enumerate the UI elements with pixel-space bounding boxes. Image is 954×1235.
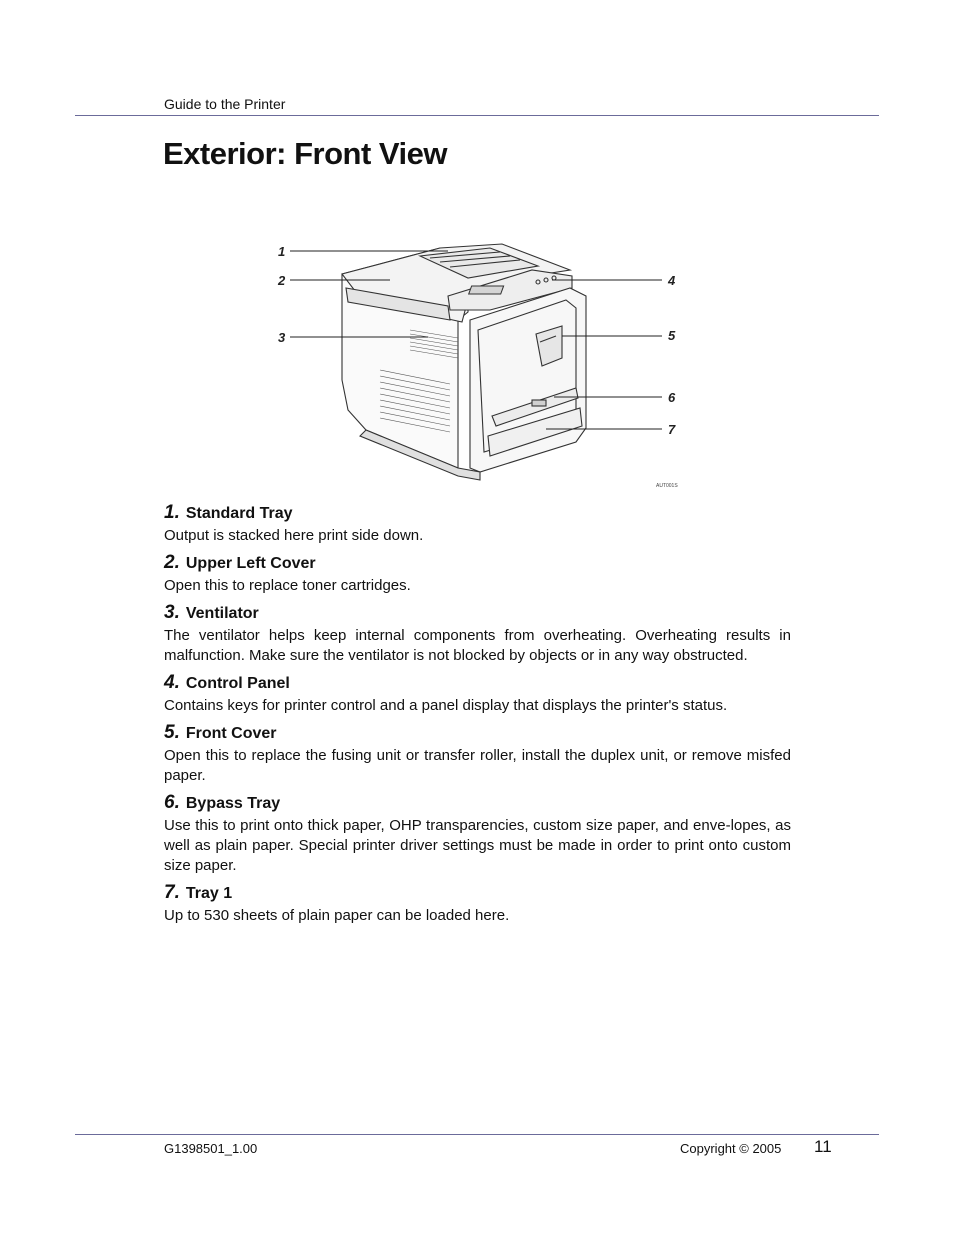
footer-rule xyxy=(75,1134,879,1135)
item-title: Ventilator xyxy=(185,605,259,622)
item-description: Use this to print onto thick paper, OHP transparencies, custom size paper, and enve-lopes, as well as plain paper. Special printer driver settings must be made in order to print onto custom size paper. xyxy=(164,817,791,874)
item-number: 2. xyxy=(164,552,180,573)
list-item xyxy=(164,882,791,926)
list-item xyxy=(164,722,791,786)
list-item xyxy=(164,792,791,876)
item-number: 4. xyxy=(164,672,180,693)
callout-2: 2 xyxy=(278,273,286,288)
header-rule xyxy=(75,115,879,116)
callout-7: 7 xyxy=(668,422,676,437)
list-item xyxy=(164,502,791,546)
figure-code: AUT001S xyxy=(656,483,678,489)
item-description: Output is stacked here print side down. xyxy=(164,527,424,544)
printer-front-view-illustration xyxy=(270,230,690,492)
item-list xyxy=(164,502,791,932)
item-title: Tray 1 xyxy=(185,885,233,902)
callout-5: 5 xyxy=(668,328,676,343)
item-title: Standard Tray xyxy=(185,505,293,522)
item-title: Upper Left Cover xyxy=(185,555,316,572)
item-title: Bypass Tray xyxy=(185,795,281,812)
item-description: The ventilator helps keep internal components from overheating. Overheating results in malfunction. Make sure the ventilator is not blocked by objects or in any way obstructed. xyxy=(164,627,791,664)
list-item xyxy=(164,602,791,666)
item-title: Control Panel xyxy=(185,675,290,692)
document-id: G1398501_1.00 xyxy=(164,1141,258,1156)
running-header: Guide to the Printer xyxy=(164,96,286,112)
list-item xyxy=(164,552,791,596)
item-description: Up to 530 sheets of plain paper can be loaded here. xyxy=(164,907,510,924)
list-item xyxy=(164,672,791,716)
copyright-notice: Copyright © 2005 xyxy=(680,1141,782,1156)
item-description: Open this to replace the fusing unit or transfer roller, install the duplex unit, or remove misfed paper. xyxy=(164,747,791,784)
item-number: 1. xyxy=(164,502,180,523)
item-number: 7. xyxy=(164,882,180,903)
item-title: Front Cover xyxy=(185,725,277,742)
callout-6: 6 xyxy=(668,390,676,405)
item-description: Contains keys for printer control and a panel display that displays the printer's status. xyxy=(164,697,728,714)
item-number: 3. xyxy=(164,602,180,623)
callout-3: 3 xyxy=(278,330,286,345)
callout-1: 1 xyxy=(278,244,286,259)
item-description: Open this to replace toner cartridges. xyxy=(164,577,411,594)
page-number: 11 xyxy=(814,1137,832,1156)
item-number: 5. xyxy=(164,722,180,743)
callout-4: 4 xyxy=(668,273,676,288)
page-title: Exterior: Front View xyxy=(163,136,447,171)
item-number: 6. xyxy=(164,792,180,813)
